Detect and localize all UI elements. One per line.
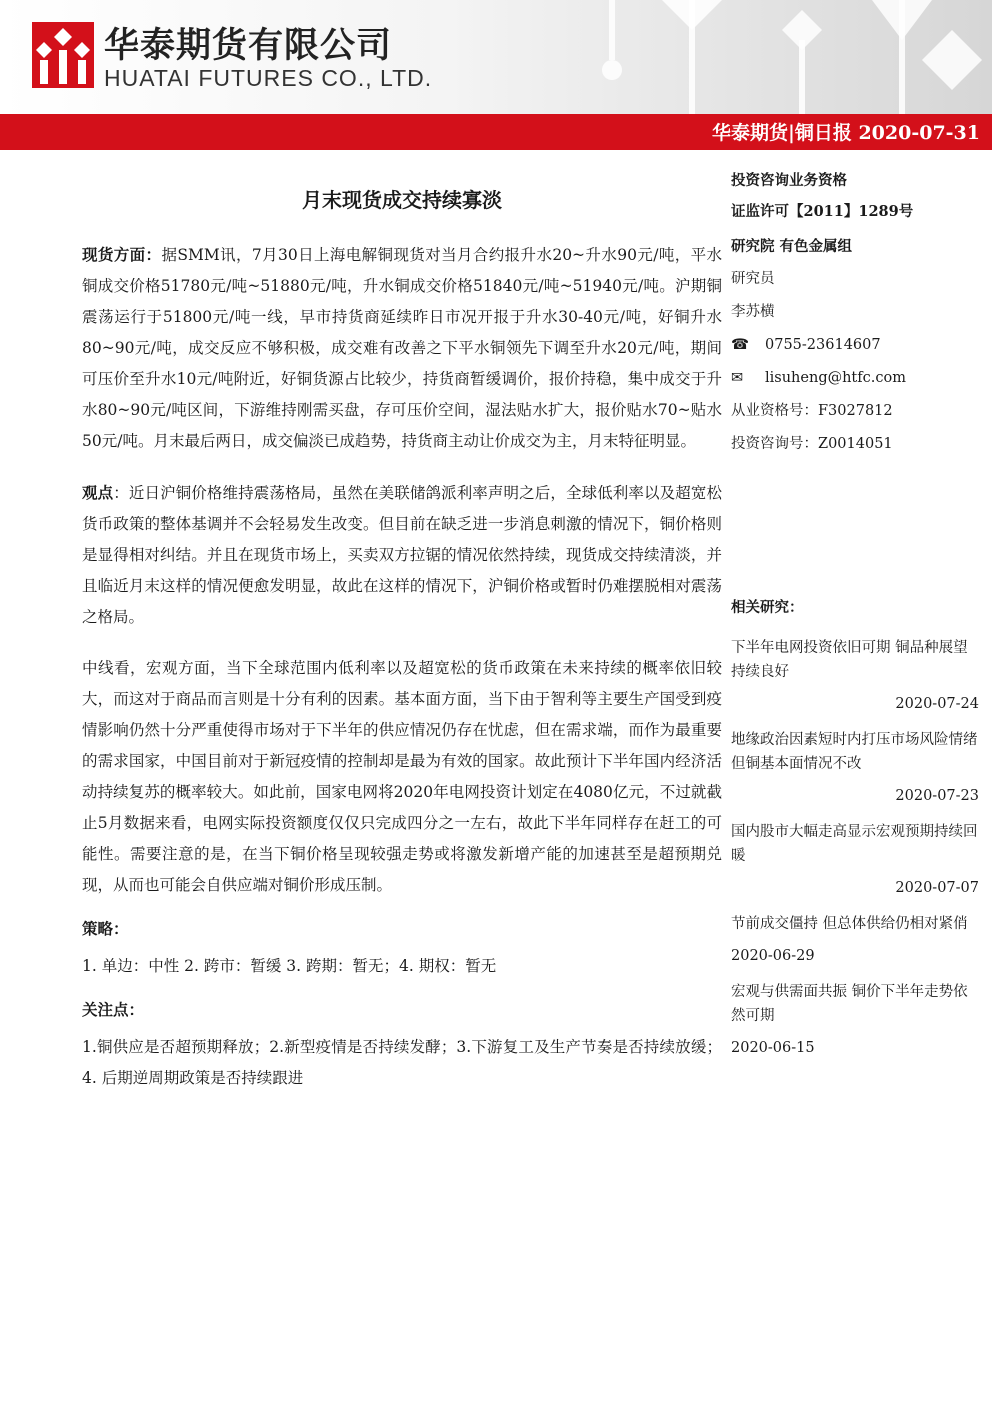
phone-icon: ☎ <box>731 337 750 353</box>
related-title: 节前成交僵持 但总体供给仍相对紧俏 <box>731 916 968 932</box>
report-banner <box>0 114 992 150</box>
related-item[interactable] <box>731 912 979 968</box>
author-sidebar <box>731 168 981 457</box>
related-item[interactable] <box>731 636 979 716</box>
related-title: 下半年电网投资依旧可期 铜品种展望持续良好 <box>731 640 968 680</box>
banner-text: 华泰期货|铜日报 2020-07-31 <box>711 122 980 144</box>
company-name-en: HUATAI FUTURES CO., LTD. <box>104 65 433 91</box>
related-title: 国内股市大幅走高显示宏观预期持续回暖 <box>731 824 978 864</box>
email-link[interactable]: lisuheng@htfc.com <box>765 370 906 386</box>
spot-label: 现货方面： <box>82 245 162 264</box>
view-text: ：近日沪铜价格维持震荡格局，虽然在美联储鸽派利率声明之后，全球低利率以及超宽松货币政策的整体基调并不会轻易发生改变。但目前在缺乏进一步消息刺激的情况下，铜价格则是显得相对纠结。并且在现货市场上，买卖双方拉锯的情况依然持续，现货成交持续清淡，并且临近月末这样的情况便愈发明显，故此在这样的情况下，沪铜价格或暂时仍难摆脱相对震荡之格局。 <box>82 484 722 626</box>
strategy-text: 1. 单边：中性 2. 跨市：暂缓 3. 跨期：暂无；4. 期权：暂无 <box>82 957 497 975</box>
practice-number: 从业资格号：F3027812 <box>731 403 893 419</box>
huatai-logo-icon <box>32 22 94 88</box>
related-date: 2020-06-29 <box>731 948 815 964</box>
view-label: 观点 <box>82 483 114 502</box>
strategy-label: 策略： <box>82 919 129 938</box>
author-name: 李苏横 <box>731 304 775 320</box>
related-research <box>731 596 979 1060</box>
article-title: 月末现货成交持续寡淡 <box>302 188 502 212</box>
article <box>82 180 722 1108</box>
focus-text: 1.铜供应是否超预期释放；2.新型疫情是否持续发酵；3.下游复工及生产节奏是否持续放缓；4. 后期逆周期政策是否持续跟进 <box>82 1038 722 1087</box>
related-title: 地缘政治因素短时内打压市场风险情绪 但铜基本面情况不改 <box>731 732 978 772</box>
related-label: 相关研究： <box>731 599 804 616</box>
email-icon: ✉ <box>731 370 744 386</box>
spot-text: 据SMM讯，7月30日上海电解铜现货对当月合约报升水20~升水90元/吨，平水铜成交价格51780元/吨~51880元/吨，升水铜成交价格51840元/吨~51940元/吨。沪期铜震荡运行于51800元/吨一线，早市持货商延续昨日市况开报于升水30-40元/吨，好铜升水80~90元/吨，成交反应不够积极，成交难有改善之下平水铜领先下调至升水20元/吨，期间可压价至升水10元/吨附近，好铜货源占比较少，持货商暂缓调价，报价持稳，集中成交于升水80~90元/吨区间，下游维持刚需买盘，存可压价空间，湿法贴水扩大，报价贴水70~贴水50元/吨。月末最后两日，成交偏淡已成趋势，持货商主动让价成交为主，月末特征明显。 <box>82 246 722 450</box>
related-date: 2020-07-07 <box>895 880 979 896</box>
focus-label: 关注点： <box>82 1000 145 1019</box>
view-paragraph <box>82 477 722 633</box>
company-name-cn: 华泰期货有限公司 <box>104 26 393 66</box>
related-date: 2020-07-23 <box>895 788 979 804</box>
related-date: 2020-07-24 <box>895 696 979 712</box>
spot-paragraph <box>82 239 722 457</box>
related-title: 宏观与供需面共振 铜价下半年走势依然可期 <box>731 984 968 1024</box>
email-row <box>731 366 981 391</box>
related-item[interactable] <box>731 820 979 900</box>
midterm-paragraph: 中线看，宏观方面，当下全球范围内低利率以及超宽松的货币政策在未来持续的概率依旧较大，而这对于商品而言则是十分有利的因素。基本面方面，当下由于智利等主要生产国受到疫情影响仍然十分严重使得市场对于下半年的供应情况仍存在忧虑，但在需求端，而作为最重要的需求国家，中国目前对于新冠疫情的控制却是最为有效的国家。故此预计下半年国内经济活动持续复苏的概率较大。如此前，国家电网将2020年电网投资计划定在4080亿元，不过就截止5月数据来看，电网实际投资额度仅仅只完成四分之一左右，故此下半年同样存在赶工的可能性。需要注意的是，在当下铜价格呈现较强走势或将激发新增产能的加速甚至是超预期兑现，从而也可能会自供应端对铜价形成压制。 <box>82 659 722 894</box>
phone-number: 0755-23614607 <box>765 337 881 353</box>
header-decoration-icon <box>572 0 992 114</box>
related-item[interactable] <box>731 980 979 1060</box>
related-item[interactable] <box>731 728 979 808</box>
consult-number: 投资咨询号：Z0014051 <box>731 436 893 452</box>
page-header <box>0 0 992 114</box>
phone-row <box>731 333 981 358</box>
author-role: 研究员 <box>731 271 775 287</box>
related-date: 2020-06-15 <box>731 1040 815 1056</box>
license: 证监许可【2011】1289号 <box>731 203 914 220</box>
qualification: 投资咨询业务资格 <box>731 172 847 189</box>
institute: 研究院 有色金属组 <box>731 238 853 255</box>
